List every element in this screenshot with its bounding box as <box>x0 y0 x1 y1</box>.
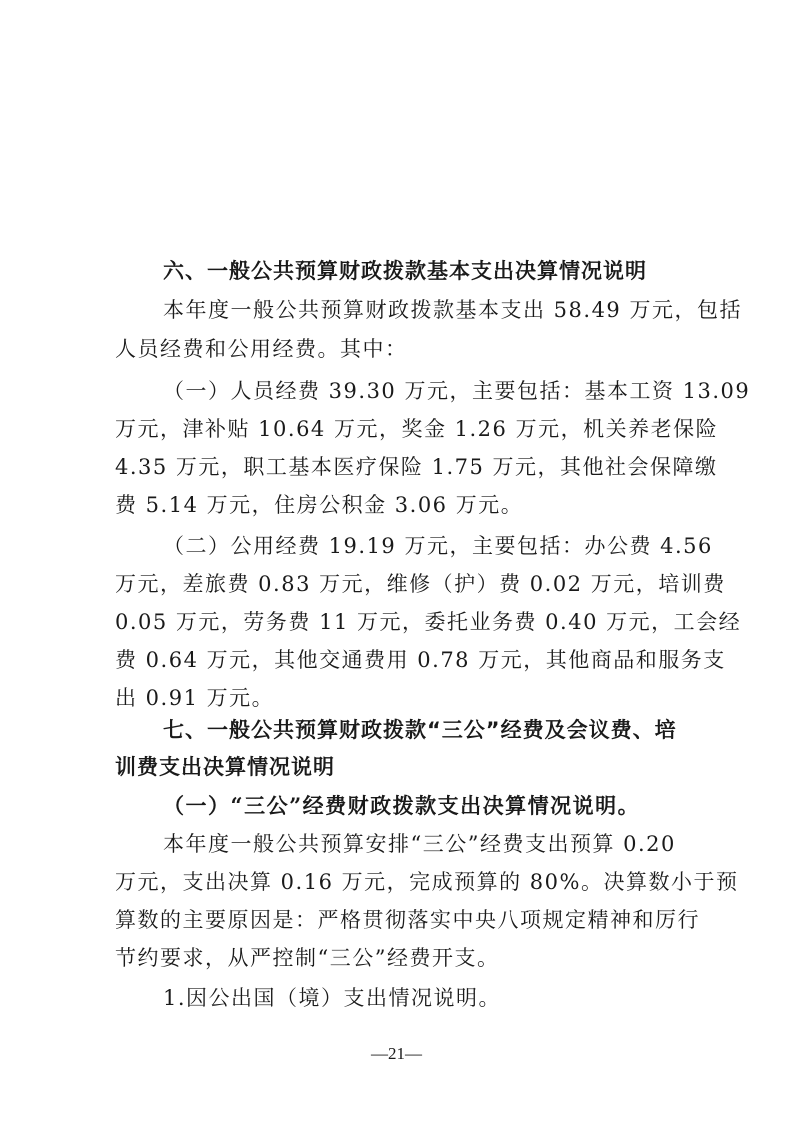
section7-paragraph-line-2: 万元，支出决算 0.16 万元，完成预算的 80%。决算数小于预 <box>115 870 739 894</box>
section7-paragraph-line-4: 节约要求，从严控制“三公”经费开支。 <box>115 946 500 970</box>
public-use-line-2: 万元，差旅费 0.83 万元，维修（护）费 0.02 万元，培训费 <box>115 572 726 596</box>
public-use-line-1: （二）公用经费 19.19 万元，主要包括：办公费 4.56 <box>163 534 713 558</box>
page-number: —21— <box>371 1044 422 1063</box>
section6-intro-line-2: 人员经费和公用经费。其中： <box>115 337 408 361</box>
section7-heading-line-1: 七、一般公共预算财政拨款“三公”经费及会议费、培 <box>163 718 677 742</box>
personnel-line-4: 费 5.14 万元，住房公积金 3.06 万元。 <box>115 493 524 517</box>
personnel-line-1: （一）人员经费 39.30 万元，主要包括：基本工资 13.09 <box>163 379 751 403</box>
section7-paragraph-line-3: 算数的主要原因是：严格贯彻落实中央八项规定精神和厉行 <box>115 908 700 932</box>
section7-heading-line-2: 训费支出决算情况说明 <box>115 755 335 779</box>
section6-heading: 六、一般公共预算财政拨款基本支出决算情况说明 <box>163 259 647 283</box>
personnel-line-3: 4.35 万元，职工基本医疗保险 1.75 万元，其他社会保障缴 <box>115 455 718 479</box>
section7-subheading: （一）“三公”经费财政拨款支出决算情况说明。 <box>163 793 641 818</box>
public-use-line-5: 出 0.91 万元。 <box>115 686 275 710</box>
public-use-line-4: 费 0.64 万元，其他交通费用 0.78 万元，其他商品和服务支 <box>115 648 726 672</box>
section7-paragraph-line-1: 本年度一般公共预算安排“三公”经费支出预算 0.20 <box>163 832 676 856</box>
public-use-line-3: 0.05 万元，劳务费 11 万元，委托业务费 0.40 万元，工会经 <box>115 610 742 634</box>
section7-item-1: 1.因公出国（境）支出情况说明。 <box>163 986 502 1010</box>
section6-intro-line-1: 本年度一般公共预算财政拨款基本支出 58.49 万元，包括 <box>163 298 742 322</box>
personnel-line-2: 万元，津补贴 10.64 万元，奖金 1.26 万元，机关养老保险 <box>115 417 719 441</box>
